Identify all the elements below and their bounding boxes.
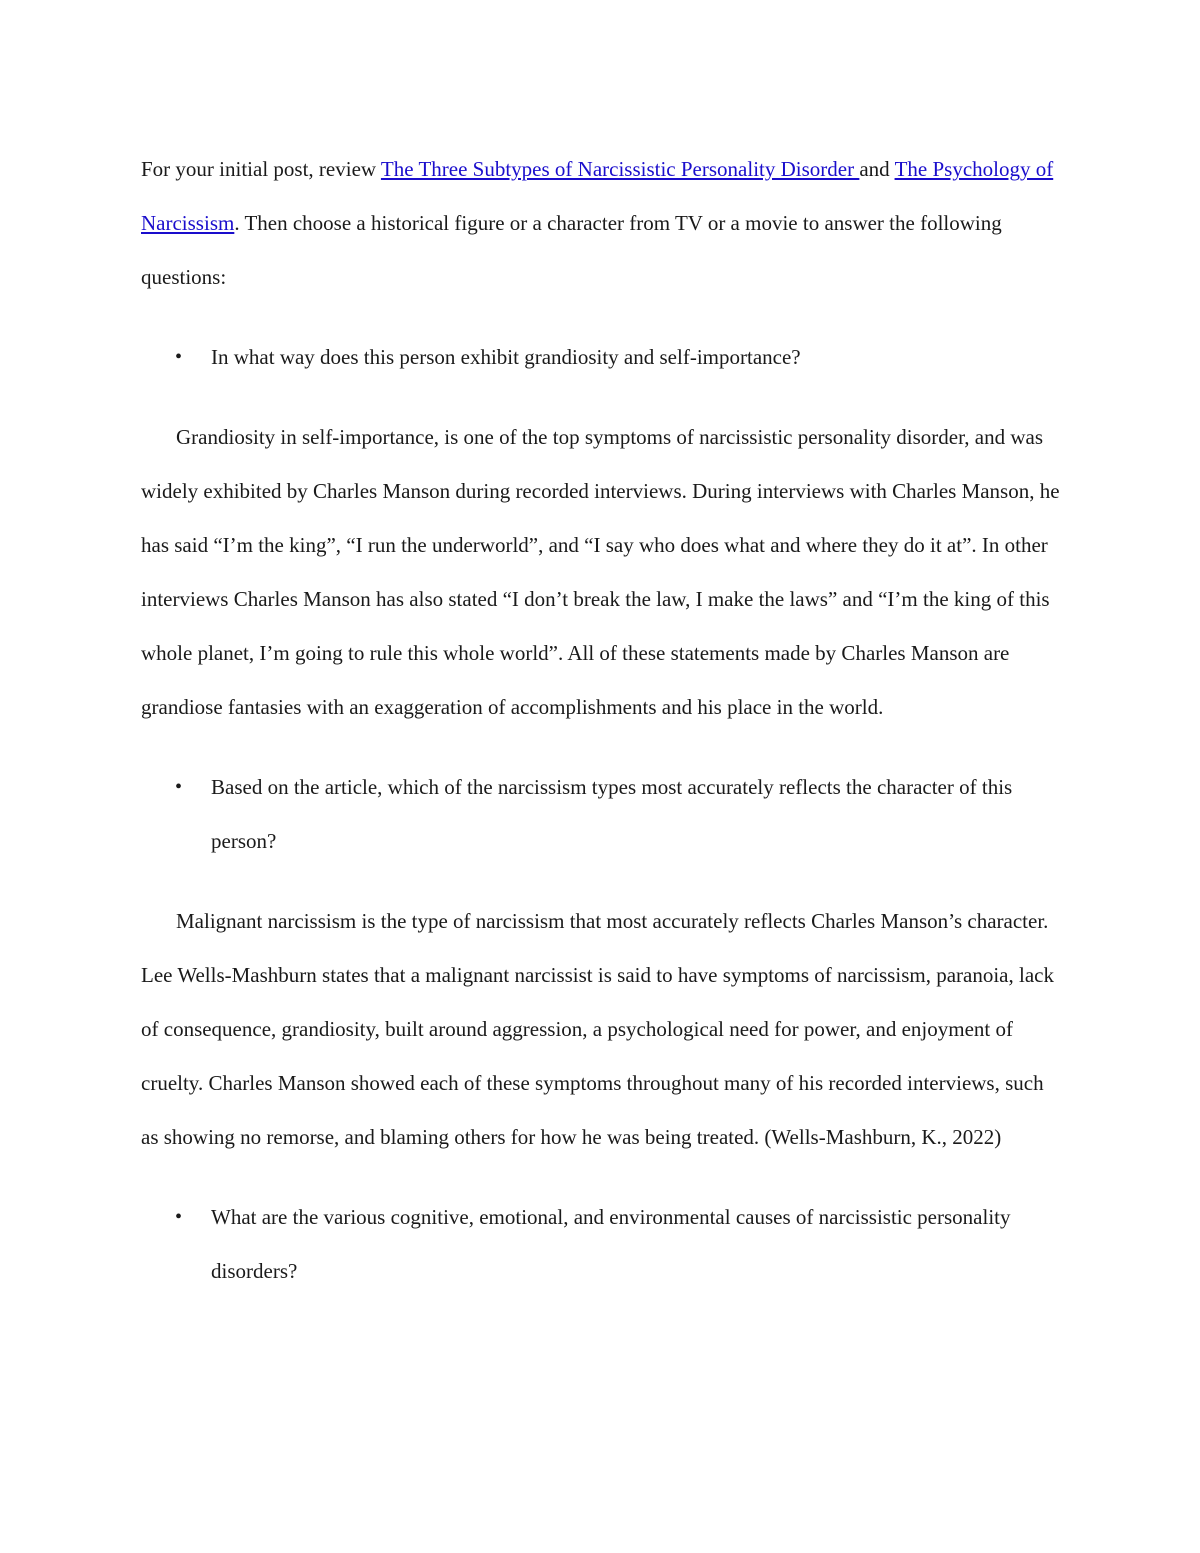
question-list-2 [141, 760, 1061, 868]
question-list-1 [141, 330, 1061, 384]
link-psychology-of-narcissism[interactable]: The Psychology of Narcissism [141, 157, 1054, 235]
question-3 [141, 1190, 1061, 1298]
question-2-text: Based on the article, which of the narcissism types most accurately reflects the character of this person? [211, 775, 1013, 853]
link-three-subtypes-article[interactable]: The Three Subtypes of Narcissistic Personality Disorder [380, 157, 860, 181]
question-3-text: What are the various cognitive, emotional, and environmental causes of narcissistic personality disorders? [211, 1205, 1011, 1283]
intro-text-before: For your initial post, review [141, 157, 381, 181]
answer-1: Grandiosity in self-importance, is one of the top symptoms of narcissistic personality disorder, and was widely exhibited by Charles Manson during recorded interviews. During interviews with Charles Manson, he has said “I’m the king”, “I run the underworld”, and “I say who does what and where they do it at”. In other interviews Charles Manson has also stated “I don’t break the law, I make the laws” and “I’m the king of this whole planet, I’m going to rule this whole world”. All of these statements made by Charles Manson are grandiose fantasies with an exaggeration of accomplishments and his place in the world. [141, 425, 1060, 719]
question-2 [141, 760, 1061, 868]
answer-2: Malignant narcissism is the type of narcissism that most accurately reflects Charles Manson’s character. Lee Wells-Mashburn states that a malignant narcissist is said to have symptoms of narcissism, paranoia, lack of consequence, grandiosity, built around aggression, a psychological need for power, and enjoyment of cruelty. Charles Manson showed each of these symptoms throughout many of his recorded interviews, such as showing no remorse, and blaming others for how he was being treated. (Wells-Mashburn, K., 2022) [141, 909, 1054, 1149]
bullet-icon: • [175, 346, 183, 368]
intro-paragraph [141, 142, 1061, 304]
question-list-3 [141, 1190, 1061, 1298]
bullet-icon: • [175, 776, 183, 798]
question-1 [141, 330, 1061, 384]
question-1-text: In what way does this person exhibit grandiosity and self-importance? [211, 345, 801, 369]
bullet-icon: • [175, 1206, 183, 1228]
document-page [141, 142, 1061, 1324]
intro-text-between: and [859, 157, 895, 181]
intro-text-after: . Then choose a historical figure or a character from TV or a movie to answer the following questions: [141, 211, 1002, 289]
